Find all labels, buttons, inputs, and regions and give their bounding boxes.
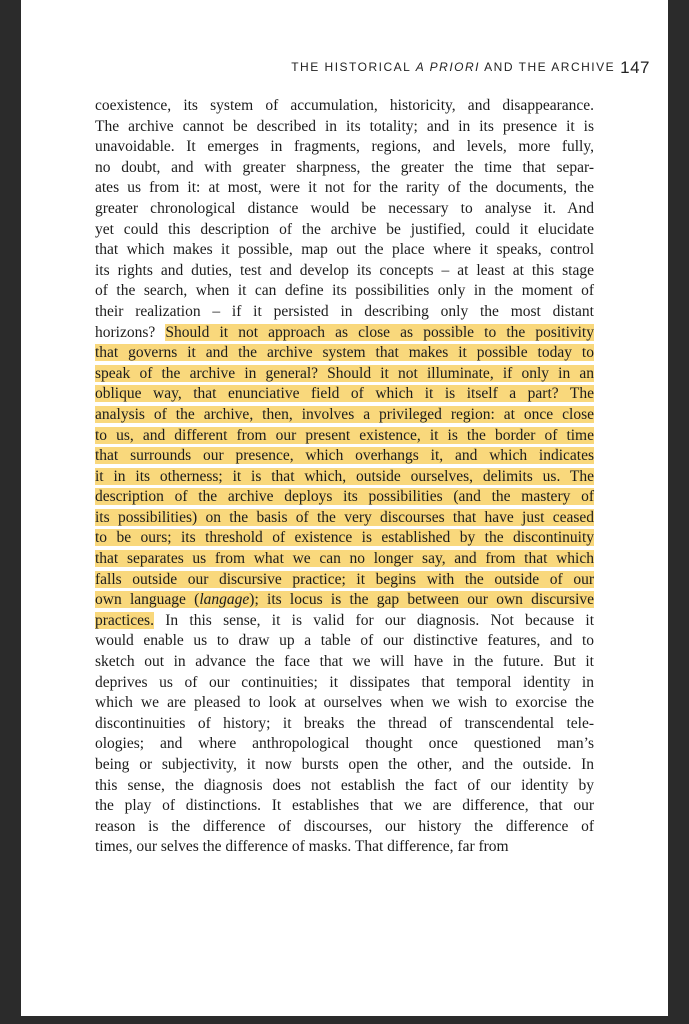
text-segment: yet could this description of the archive be justified, could it elucidate xyxy=(95,220,594,238)
text-line xyxy=(95,137,594,158)
running-title-part-1: THE HISTORICAL xyxy=(291,60,416,74)
highlighted-text: its possibilities) on the basis of the very discourses that have just ceased xyxy=(95,508,594,526)
text-segment: deprives us of our continuities; it dissipates that temporal identity in xyxy=(95,673,594,691)
text-segment: being or subjectivity, it now bursts open the other, and the outside. In xyxy=(95,756,594,773)
highlighted-text: that separates us from what we can no longer say, and from that which xyxy=(95,550,594,568)
highlighted-text: oblique way, that enunciative field of which it is itself a part? The xyxy=(95,385,594,403)
highlighted-text: analysis of the archive, then, involves a privileged region: at once close xyxy=(95,405,594,423)
text-line xyxy=(95,467,594,488)
text-line xyxy=(95,302,594,323)
book-page xyxy=(21,0,668,1016)
text-line xyxy=(95,508,594,529)
text-line xyxy=(95,364,594,385)
text-segment: that which makes it possible, map out the place where it speaks, control xyxy=(95,241,594,259)
text-line xyxy=(95,343,594,364)
text-line xyxy=(95,611,594,632)
page-number: 147 xyxy=(620,58,650,77)
text-segment: discontinuities of history; it breaks the thread of transcendental tele- xyxy=(95,714,594,732)
text-segment: which we are pleased to look at ourselves when we wish to exorcise the xyxy=(95,694,594,712)
text-segment: its rights and duties, test and develop its concepts – at least at this stage xyxy=(95,261,594,279)
running-title-part-2: AND THE ARCHIVE xyxy=(479,60,616,74)
text-line xyxy=(95,652,594,673)
text-line xyxy=(95,817,594,838)
running-title xyxy=(291,60,615,74)
text-line xyxy=(95,240,594,261)
text-line xyxy=(95,714,594,735)
text-segment: times, our selves the difference of masks. That difference, far from xyxy=(95,838,509,856)
highlighted-text: Should it not approach as close as possible to the positivity xyxy=(165,323,594,341)
text-segment: would enable us to draw up a table of our distinctive features, and to xyxy=(95,632,594,650)
text-segment: sketch out in advance the face that we will have in the future. But it xyxy=(95,653,594,671)
text-line xyxy=(95,796,594,817)
text-segment: of the search, when it can define its possibilities only in the moment of xyxy=(95,282,594,300)
highlighted-text: that governs it and the archive system that makes it possible today to xyxy=(95,344,594,362)
text-line xyxy=(95,734,594,755)
text-line xyxy=(95,405,594,426)
text-segment: horizons? xyxy=(95,323,166,341)
text-segment: no doubt, and with greater sharpness, the greater the time that separ- xyxy=(95,158,594,176)
text-segment: their realization – if it persisted in describing only the most distant xyxy=(95,302,594,320)
text-line xyxy=(95,178,594,199)
text-line xyxy=(95,776,594,797)
running-title-italic: A PRIORI xyxy=(415,60,480,74)
text-segment: this sense, the diagnosis does not establish the fact of our identity by xyxy=(95,776,594,794)
highlighted-text: to us, and different from our present existence, it is the border of time xyxy=(95,426,594,444)
highlighted-text: that surrounds our presence, which overhangs it, and which indicates xyxy=(95,447,594,465)
text-segment: reason is the difference of discourses, our history the difference of xyxy=(95,817,594,835)
text-line xyxy=(95,673,594,694)
highlighted-text: to be ours; its threshold of existence is established by the discontinuity xyxy=(95,529,594,547)
text-segment: ologies; and where anthropological thought once questioned man’s xyxy=(95,735,594,753)
text-line xyxy=(95,158,594,179)
text-line xyxy=(95,281,594,302)
text-line xyxy=(95,837,594,858)
text-segment: the play of distinctions. It establishes that we are difference, that our xyxy=(95,797,594,815)
text-line xyxy=(95,117,594,138)
highlighted-text: it in its otherness; it is that which, outside ourselves, delimits us. The xyxy=(95,467,594,485)
text-line xyxy=(95,426,594,447)
highlighted-text: speak of the archive in general? Should it not illuminate, if only in an xyxy=(95,364,594,382)
text-segment: greater chronological distance would be necessary to analyse it. And xyxy=(95,199,594,217)
body-text xyxy=(95,96,594,858)
text-line xyxy=(95,446,594,467)
highlighted-text: langage xyxy=(199,591,250,609)
text-line xyxy=(95,487,594,508)
highlighted-text: falls outside our discursive practice; it begins with the outside of our xyxy=(95,570,594,588)
text-segment: In this sense, it is valid for our diagnosis. Not because it xyxy=(153,611,594,629)
text-line xyxy=(95,570,594,591)
text-line xyxy=(95,755,594,776)
text-segment: unavoidable. It emerges in fragments, regions, and levels, more fully, xyxy=(95,138,594,156)
highlighted-text: own language ( xyxy=(95,591,200,609)
text-line xyxy=(95,590,594,611)
text-segment: ates us from it: at most, were it not for the rarity of the documents, the xyxy=(95,179,594,197)
text-line xyxy=(95,96,594,117)
text-line xyxy=(95,199,594,220)
text-line xyxy=(95,528,594,549)
text-line xyxy=(95,549,594,570)
text-line xyxy=(95,631,594,652)
highlighted-text: ); its locus is the gap between our own discursive xyxy=(249,591,594,609)
highlighted-text: practices. xyxy=(95,611,154,629)
text-line xyxy=(95,693,594,714)
text-line xyxy=(95,323,594,344)
running-head xyxy=(21,58,650,78)
text-line xyxy=(95,220,594,241)
text-line xyxy=(95,261,594,282)
text-line xyxy=(95,384,594,405)
highlighted-text: description of the archive deploys its possibilities (and the mastery of xyxy=(95,488,594,506)
text-segment: The archive cannot be described in its totality; and in its presence it is xyxy=(95,117,594,135)
text-segment: coexistence, its system of accumulation, historicity, and disappearance. xyxy=(95,97,594,114)
